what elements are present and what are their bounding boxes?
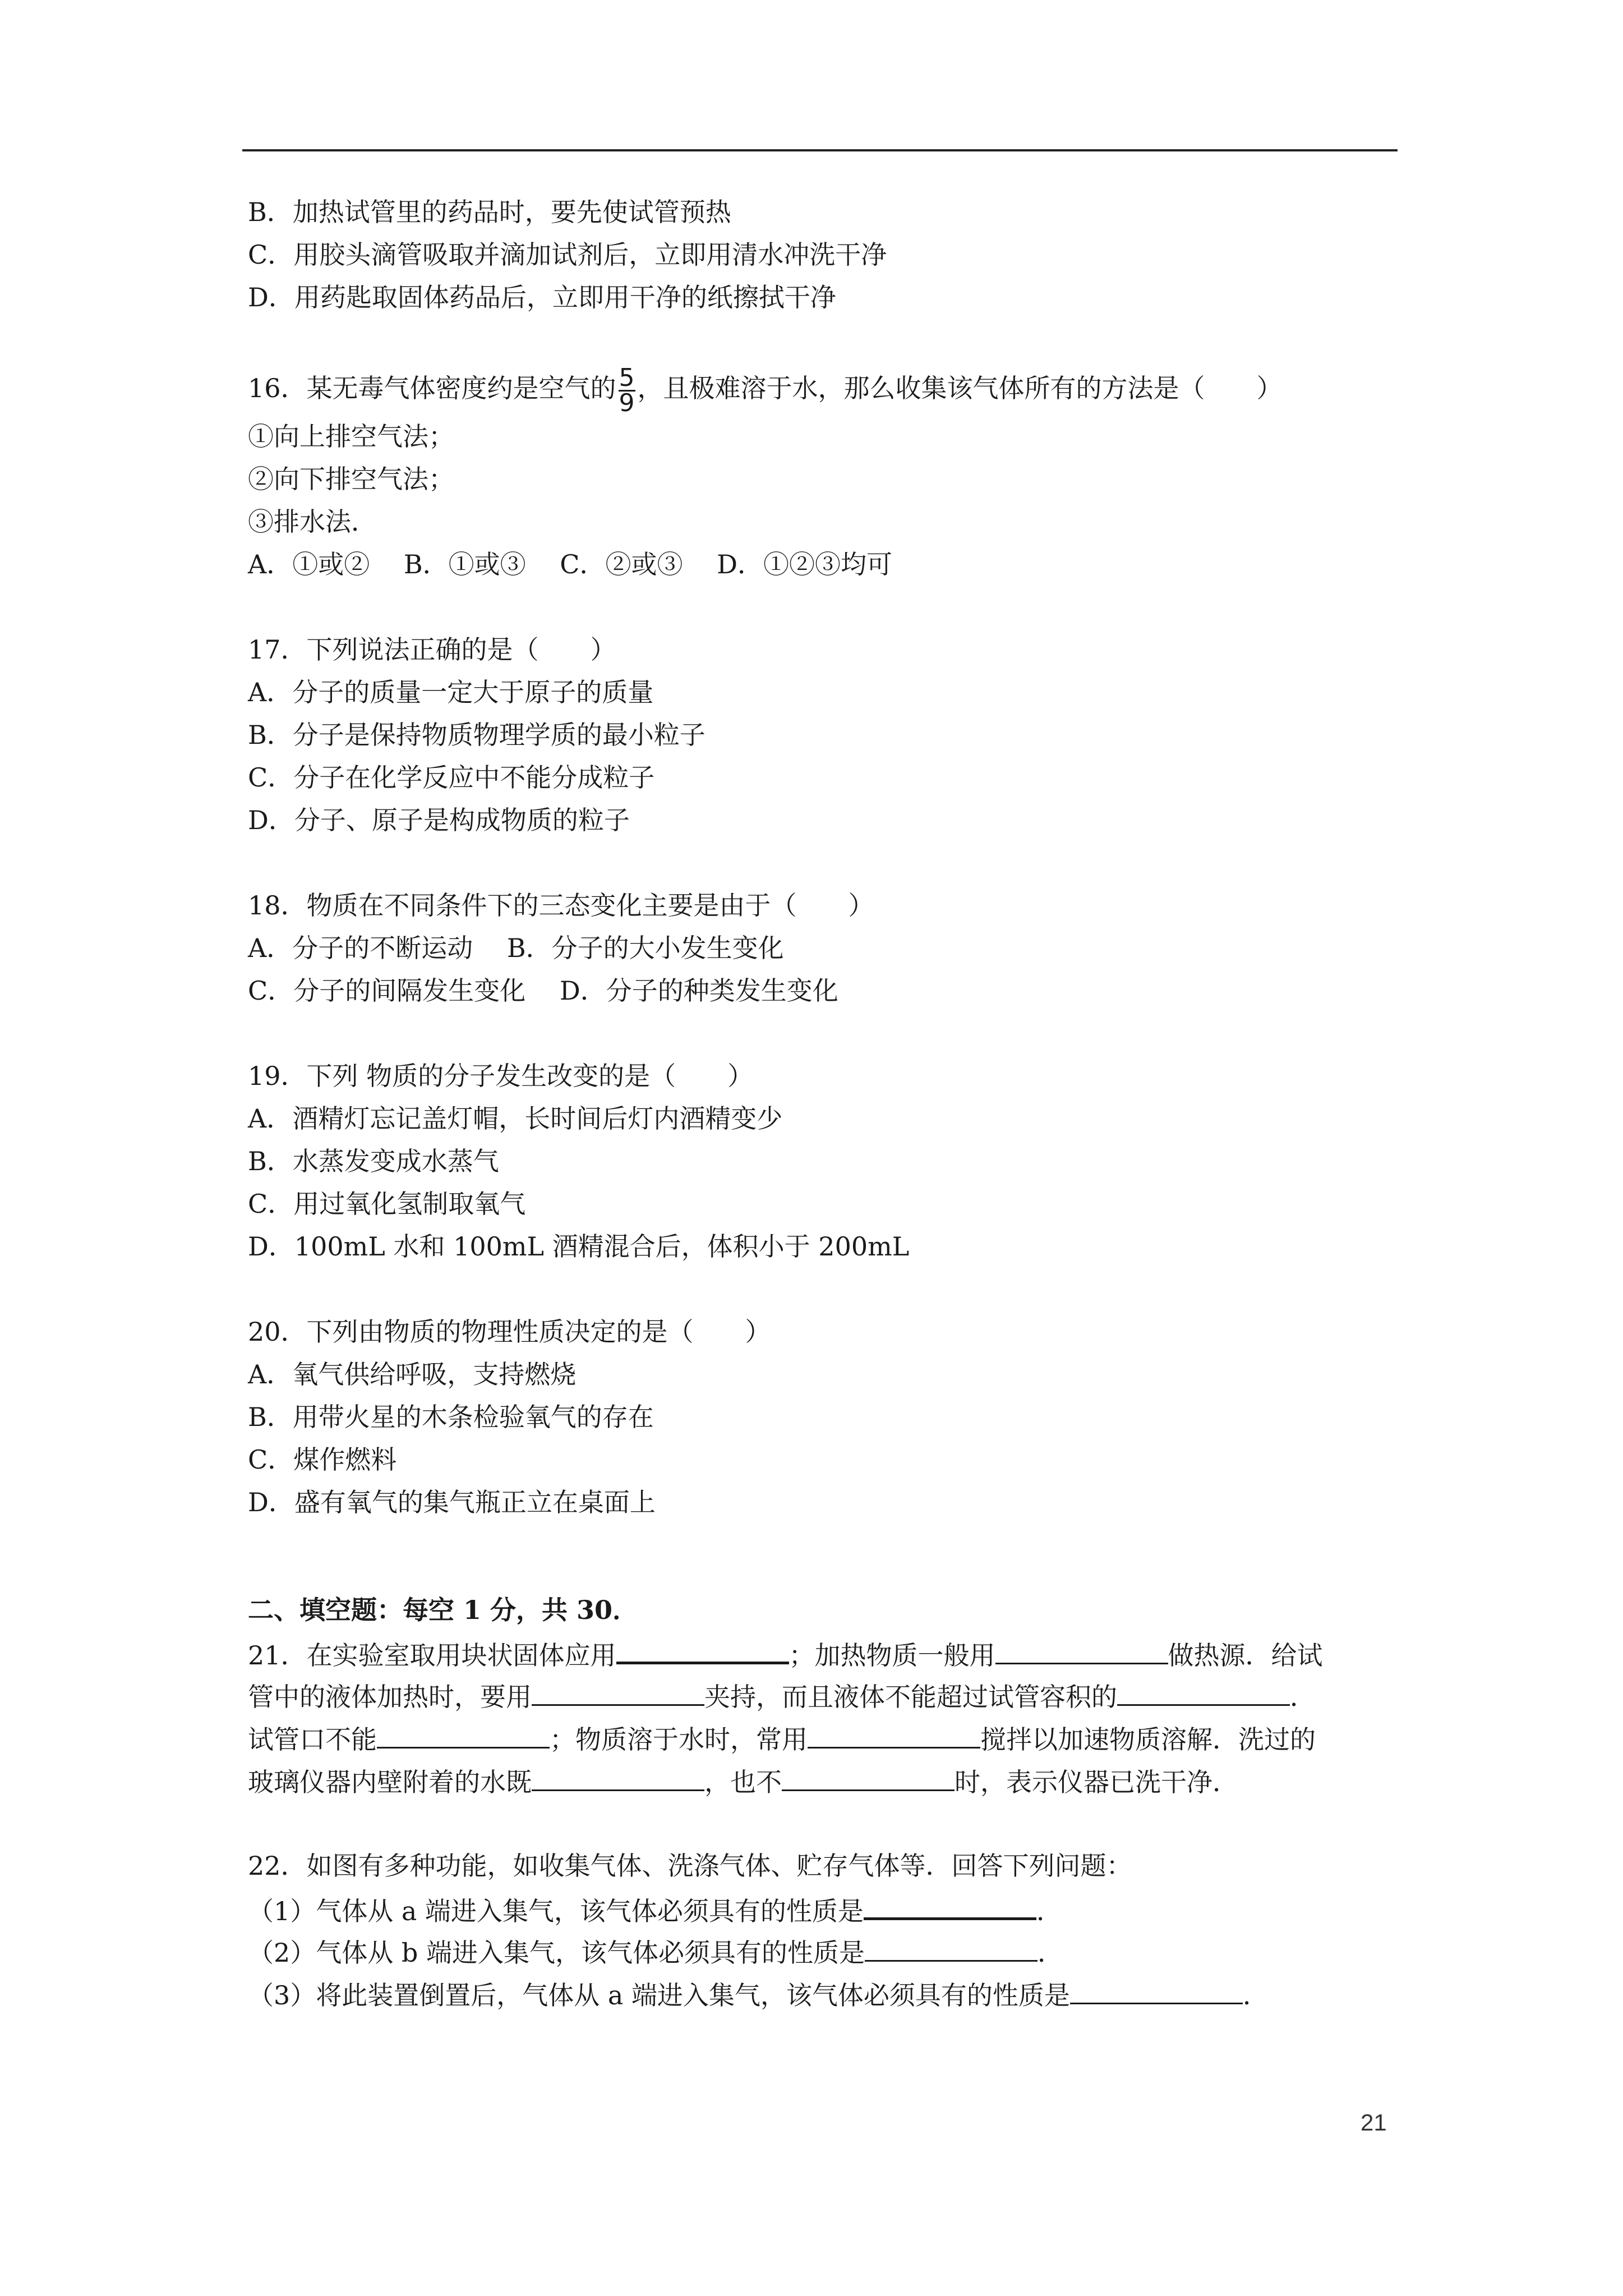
- answer-blank[interactable]: [377, 1717, 550, 1749]
- q17-option-a: A．分子的质量一定大于原子的质量: [248, 677, 654, 707]
- q22-part-3: [248, 1972, 1398, 2015]
- answer-blank[interactable]: [808, 1717, 980, 1749]
- q20-option-b: B．用带火星的木条检验氧气的存在: [248, 1402, 654, 1432]
- q19-option-b: B．水蒸发变成水蒸气: [248, 1146, 499, 1176]
- q21-paragraph: [248, 1631, 1398, 1802]
- q17-option-b: B．分子是保持物质物理学质的最小粒子: [248, 720, 706, 750]
- answer-blank[interactable]: [616, 1631, 789, 1664]
- q21-text: ．: [1290, 1682, 1316, 1712]
- q16-method-2: ②向下排空气法；: [248, 464, 454, 494]
- q21-text: 玻璃仪器内壁附着的水既: [248, 1767, 532, 1797]
- q16-stem: [248, 361, 1398, 415]
- q22-part-2: [248, 1930, 1398, 1972]
- q21-text: 试管口不能: [248, 1724, 377, 1755]
- q22-part-1: [248, 1887, 1398, 1930]
- answer-blank[interactable]: [995, 1632, 1168, 1664]
- q20-option-d: D．盛有氧气的集气瓶正立在桌面上: [248, 1487, 656, 1517]
- q22-stem: 22．如图有多种功能，如收集气体、洗涤气体、贮存气体等．回答下列问题：: [248, 1851, 1132, 1881]
- q17-option-d: D．分子、原子是构成物质的粒子: [248, 805, 630, 835]
- q21-text: 夹持，而且液体不能超过试管容积的: [704, 1682, 1117, 1712]
- answer-blank[interactable]: [532, 1674, 704, 1706]
- q20-option-c: C．煤作燃料: [248, 1444, 397, 1475]
- q15-option-b: B．加热试管里的药品时，要先使试管预热: [248, 197, 731, 227]
- q16-options: A．①或② B．①或③ C．②或③ D．①②③均可: [248, 549, 892, 579]
- q21-text: 管中的液体加热时，要用: [248, 1682, 532, 1712]
- q22-text: ．: [1242, 1980, 1269, 2010]
- answer-blank[interactable]: [532, 1759, 704, 1791]
- section-2-heading: 二、填空题：每空 1 分，共 30．: [248, 1595, 639, 1625]
- q16-method-3: ③排水法．: [248, 507, 377, 537]
- q16-stem-before: 16．某无毒气体密度约是空气的: [248, 373, 616, 403]
- q15-option-d: D．用药匙取固体药品后，立即用干净的纸擦拭干净: [248, 282, 836, 312]
- q20-option-a: A．氧气供给呼吸，支持燃烧: [248, 1359, 577, 1389]
- q17-option-c: C．分子在化学反应中不能分成粒子: [248, 762, 655, 793]
- q19-option-a: A．酒精灯忘记盖灯帽，长时间后灯内酒精变少: [248, 1103, 783, 1134]
- q21-text: ；加热物质一般用: [789, 1640, 995, 1671]
- q21-line-3: [248, 1717, 1398, 1759]
- q22-text: ．: [1037, 1938, 1063, 1968]
- q22-text: （2）气体从 b 端进入集气，该气体必须具有的性质是: [248, 1938, 865, 1968]
- q20-stem: 20．下列由物质的物理性质决定的是（ ）: [248, 1317, 771, 1347]
- q21-text: 时，表示仪器已洗干净．: [955, 1767, 1238, 1797]
- q16-stem-after: ，且极难溶于水，那么收集该气体所有的方法是（ ）: [637, 373, 1283, 403]
- answer-blank[interactable]: [864, 1887, 1036, 1920]
- answer-blank[interactable]: [1117, 1674, 1290, 1706]
- q21-text: ，也不: [704, 1767, 782, 1797]
- q16-method-1: ①向上排空气法；: [248, 421, 454, 452]
- q19-stem: 19．下列 物质的分子发生改变的是（ ）: [248, 1061, 754, 1091]
- q21-line-2: [248, 1674, 1398, 1717]
- q16-fraction: [619, 363, 635, 417]
- q16-fraction-numerator: 5: [619, 363, 635, 392]
- q16-fraction-denominator: 9: [619, 388, 635, 417]
- document-body: [248, 191, 1398, 2015]
- q21-text: 21．在实验室取用块状固体应用: [248, 1640, 616, 1671]
- answer-blank[interactable]: [1070, 1972, 1243, 2004]
- q18-options-cd: C．分子的间隔发生变化 D．分子的种类发生变化: [248, 976, 838, 1006]
- q21-text: ；物质溶于水时，常用: [550, 1724, 808, 1755]
- page-number: 21: [1361, 2109, 1387, 2136]
- q22-text: （1）气体从 a 端进入集气，该气体必须具有的性质是: [248, 1896, 864, 1926]
- q19-option-d: D．100mL 水和 100mL 酒精混合后，体积小于 200mL: [248, 1231, 910, 1262]
- q22-text: ．: [1036, 1896, 1062, 1926]
- q21-text: 搅拌以加速物质溶解．洗过的: [980, 1724, 1316, 1755]
- answer-blank[interactable]: [865, 1930, 1038, 1962]
- q21-line-1: [248, 1631, 1398, 1674]
- q21-text: 做热源．给试: [1168, 1640, 1323, 1671]
- q17-stem: 17．下列说法正确的是（ ）: [248, 634, 616, 665]
- q15-option-c: C．用胶头滴管吸取并滴加试剂后，立即用清水冲洗干净: [248, 240, 887, 270]
- q21-line-4: [248, 1759, 1398, 1802]
- q22-text: （3）将此装置倒置后，气体从 a 端进入集气，该气体必须具有的性质是: [248, 1980, 1070, 2010]
- q18-options-ab: A．分子的不断运动 B．分子的大小发生变化: [248, 933, 784, 963]
- answer-blank[interactable]: [782, 1759, 955, 1791]
- header-rule: [242, 149, 1398, 151]
- q19-option-c: C．用过氧化氢制取氧气: [248, 1189, 526, 1219]
- q18-stem: 18．物质在不同条件下的三态变化主要是由于（ ）: [248, 890, 874, 921]
